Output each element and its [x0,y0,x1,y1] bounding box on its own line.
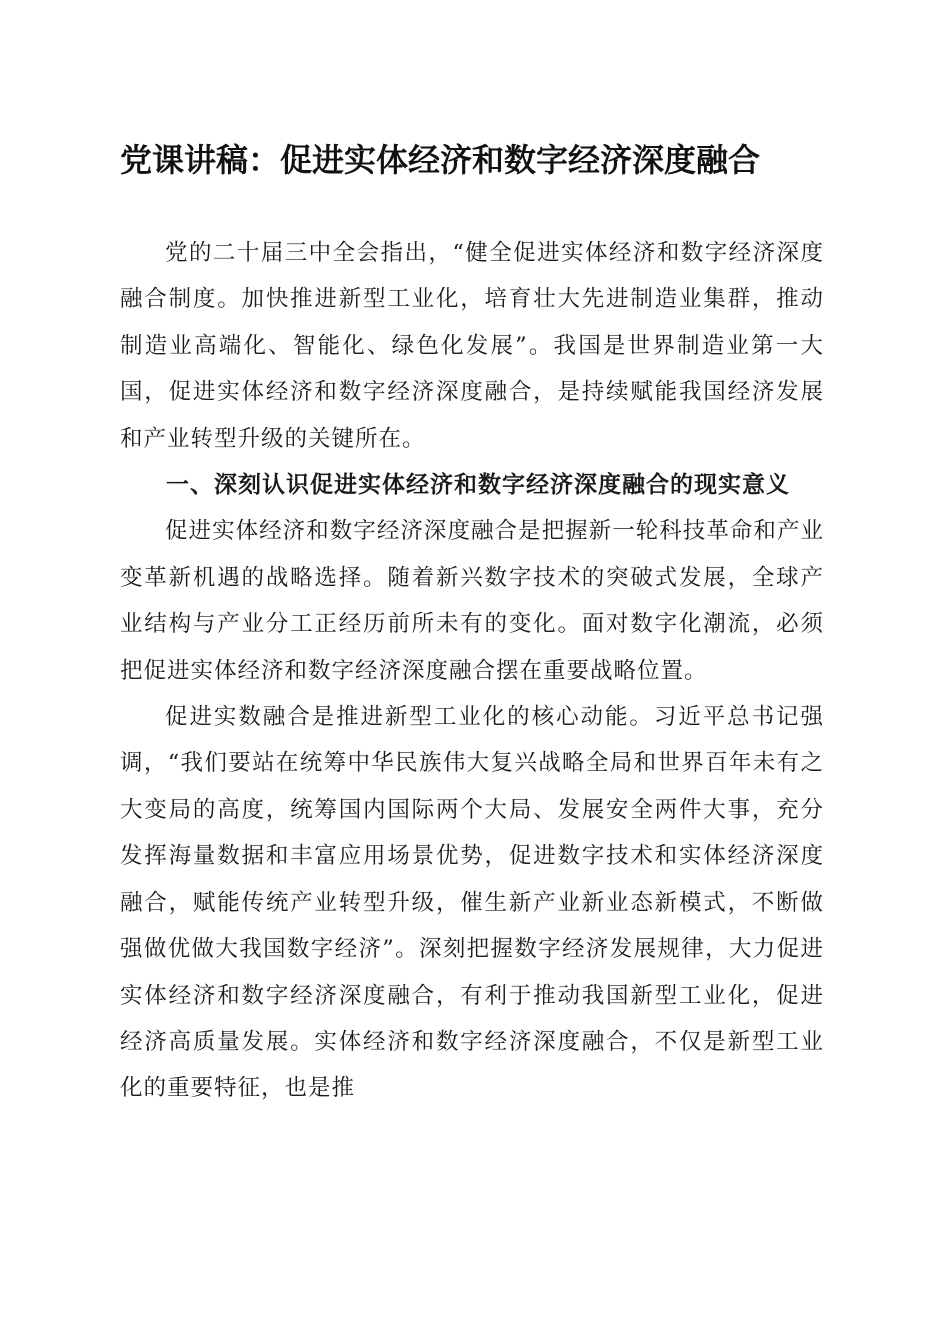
document-body [120,230,824,1112]
section-1-heading: 一、深刻认识促进实体经济和数字经济深度融合的现实意义 [166,472,790,499]
intro-paragraph: 党的二十届三中全会指出，“健全促进实体经济和数字经济深度融合制度。加快推进新型工业化，培育壮大先进制造业集群，推动制造业高端化、智能化、绿色化发展”。我国是世界制造业第一大国，促进实体经济和数字经济深度融合，是持续赋能我国经济发展和产业转型升级的关键所在。 [120,240,824,452]
section-1-paragraph-2: 促进实数融合是推进新型工业化的核心动能。习近平总书记强调，“我们要站在统筹中华民族伟大复兴战略全局和世界百年未有之大变局的高度，统筹国内国际两个大局、发展安全两件大事，充分发挥海量数据和丰富应用场景优势，促进数字技术和实体经济深度融合，赋能传统产业转型升级，催生新产业新业态新模式，不断做强做优做大我国数字经济”。深刻把握数字经济发展规律，大力促进实体经济和数字经济深度融合，有利于推动我国新型工业化，促进经济高质量发展。实体经济和数字经济深度融合，不仅是新型工业化的重要特征，也是推 [120,704,824,1102]
document-title: 党课讲稿：促进实体经济和数字经济深度融合 [120,141,761,179]
section-1-paragraph-1: 促进实体经济和数字经济深度融合是把握新一轮科技革命和产业变革新机遇的战略选择。随着新兴数字技术的突破式发展，全球产业结构与产业分工正经历前所未有的变化。面对数字化潮流，必须把促进实体经济和数字经济深度融合摆在重要战略位置。 [120,518,824,684]
